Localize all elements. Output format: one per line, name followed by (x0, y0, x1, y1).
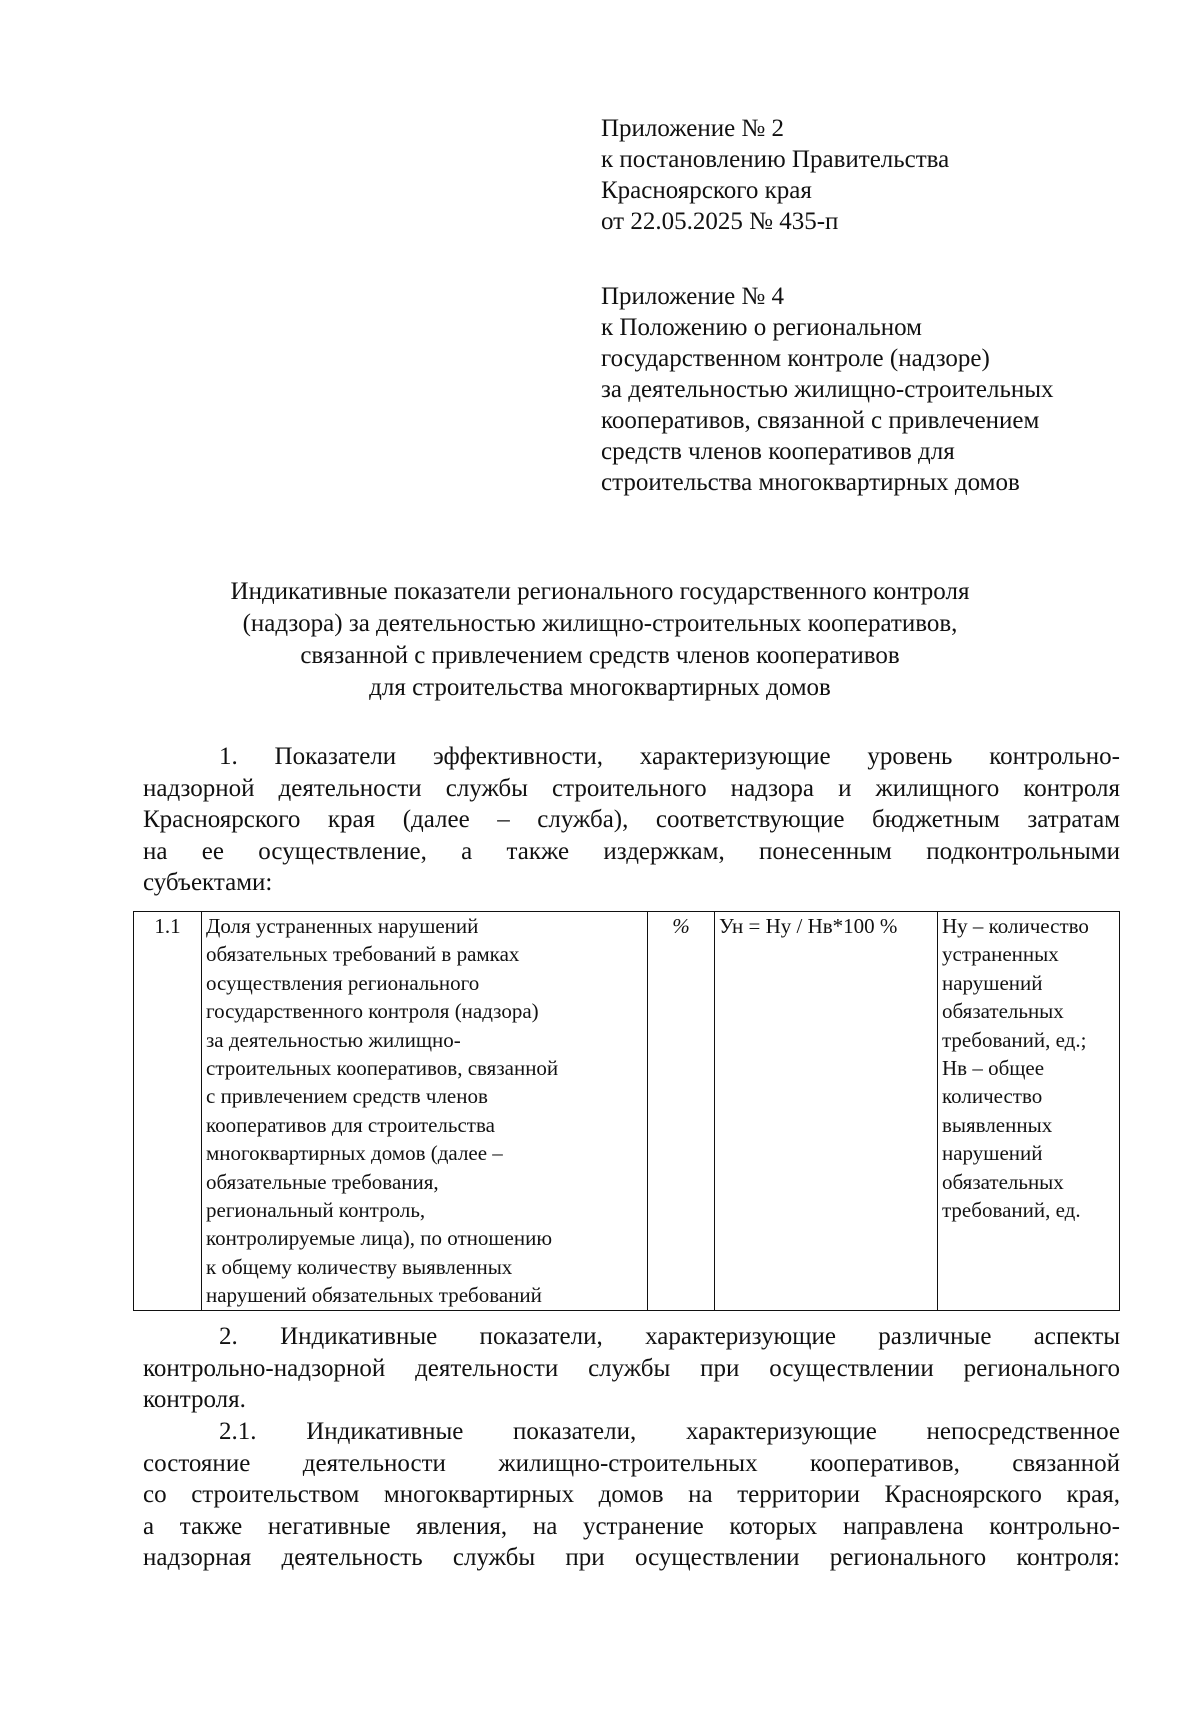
cell-line: контролируемые лица), по отношению (206, 1226, 553, 1251)
paragraph-line: надзорная деятельность службы при осуществлении регионального контроля: (143, 1544, 1120, 1571)
cell-line: государственного контроля (надзора) (206, 999, 539, 1024)
cell-line: Ну – количество (942, 914, 1089, 938)
paragraph-line: на ее осуществление, а также издержкам, понесенным подконтрольными (143, 837, 1120, 865)
cell-line: к общему количеству выявленных (206, 1254, 513, 1279)
indicator-name-cell (202, 912, 648, 1311)
cell-line: осуществления регионального (206, 970, 480, 995)
annex-line: Красноярского края (601, 177, 812, 204)
paragraph-line: 2. Индикативные показатели, характеризующие различные аспекты (219, 1323, 1120, 1350)
cell-line: обязательных требований в рамках (206, 942, 520, 967)
indicator-note-cell (938, 912, 1120, 1311)
paragraph-line: состояние деятельности жилищно-строительных кооперативов, связанной (143, 1449, 1120, 1477)
cell-line: устраненных (942, 942, 1059, 967)
cell-line: региональный контроль, (206, 1198, 426, 1223)
section-2-paragraph (143, 1321, 1120, 1416)
cell-line: за деятельностью жилищно- (206, 1027, 461, 1052)
paragraph-line: контрольно-надзорной деятельности службы при осуществлении регионального (143, 1354, 1120, 1382)
paragraph-line: 1. Показатели эффективности, характеризующие уровень контрольно- (219, 743, 1120, 770)
cell-line: Нв – общее (942, 1056, 1045, 1081)
section-2-1-paragraph (143, 1416, 1120, 1574)
annex-line: за деятельностью жилищно-строительных (601, 376, 1054, 403)
indicator-unit-cell: % (648, 912, 715, 1311)
cell-line: нарушений обязательных требований (206, 1283, 542, 1308)
cell-line: кооперативов для строительства (206, 1112, 495, 1137)
cell-line: Доля устраненных нарушений (206, 914, 479, 938)
indicator-table (133, 911, 1120, 1311)
annex-line: кооперативов, связанной с привлечением (601, 407, 1040, 434)
paragraph-line: 2.1. Индикативные показатели, характеризующие непосредственное (219, 1418, 1120, 1445)
title-line: Индикативные показатели регионального государственного контроля (230, 578, 970, 605)
indicator-number-cell: 1.1 (134, 912, 202, 1311)
annex-header-resolution (601, 113, 1161, 237)
annex-line: государственном контроле (надзоре) (601, 345, 990, 372)
cell-line: требований, ед.; (942, 1027, 1087, 1052)
cell-line: обязательных (942, 999, 1064, 1024)
cell-line: обязательные требования, (206, 1169, 439, 1194)
annex-line: строительства многоквартирных домов (601, 469, 1020, 496)
annex-line: Приложение № 2 (601, 115, 785, 142)
annex-line: Приложение № 4 (601, 283, 785, 310)
annex-header-regulation (601, 281, 1161, 498)
cell-line: количество (942, 1084, 1043, 1109)
cell-line: выявленных (942, 1112, 1053, 1137)
indicator-formula-cell: Ун = Ну / Нв*100 % (715, 912, 938, 1311)
document-title (150, 576, 1050, 704)
cell-line: нарушений (942, 1141, 1043, 1166)
paragraph-line: надзорной деятельности службы строительного надзора и жилищного контроля (143, 774, 1120, 802)
title-line: для строительства многоквартирных домов (369, 674, 831, 701)
paragraph-line: со строительством многоквартирных домов на территории Красноярского края, (143, 1481, 1120, 1508)
section-1-paragraph (143, 741, 1120, 899)
cell-line: многоквартирных домов (далее – (206, 1141, 503, 1166)
cell-line: нарушений (942, 970, 1043, 995)
cell-line: строительных кооперативов, связанной (206, 1056, 559, 1081)
table-row (134, 912, 1120, 1311)
cell-line: обязательных (942, 1169, 1064, 1194)
title-line: связанной с привлечением средств членов кооперативов (300, 642, 900, 669)
paragraph-line: Красноярского края (далее – служба), соответствующие бюджетным затратам (143, 806, 1120, 833)
paragraph-line: контроля. (143, 1386, 246, 1413)
paragraph-line: субъектами: (143, 869, 273, 896)
cell-line: с привлечением средств членов (206, 1084, 488, 1109)
title-line: (надзора) за деятельностью жилищно-строительных кооперативов, (242, 610, 958, 637)
annex-line: от 22.05.2025 № 435-п (601, 208, 839, 235)
annex-line: к Положению о региональном (601, 314, 922, 341)
annex-line: средств членов кооперативов для (601, 438, 955, 465)
paragraph-line: а также негативные явления, на устранение которых направлена контрольно- (143, 1512, 1120, 1540)
annex-line: к постановлению Правительства (601, 146, 950, 173)
cell-line: требований, ед. (942, 1198, 1081, 1223)
